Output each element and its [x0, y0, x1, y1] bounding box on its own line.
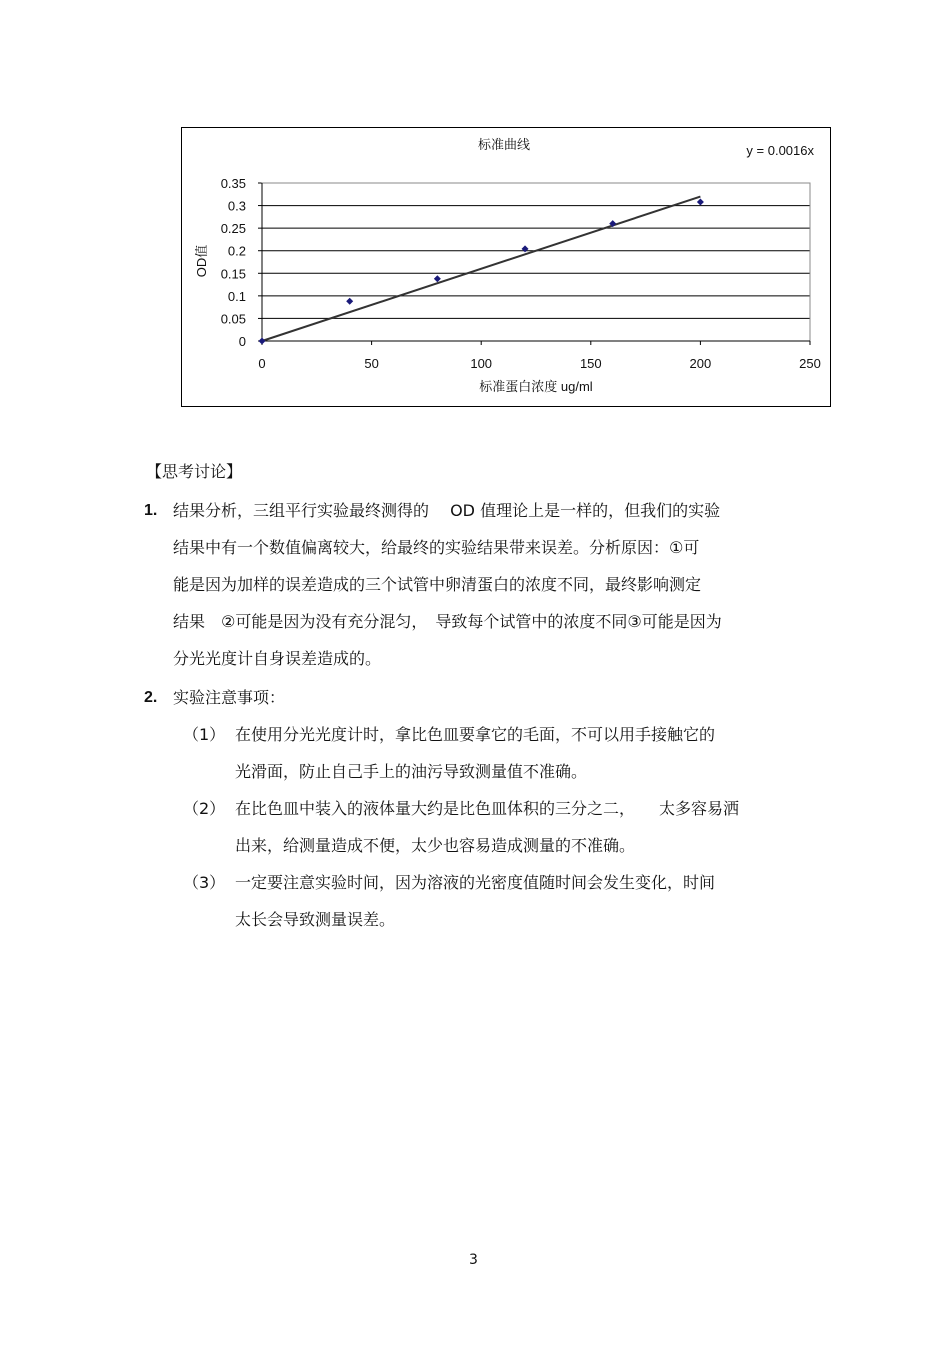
data-point	[697, 198, 704, 205]
subitem-2-label: （2）	[183, 799, 226, 818]
x-tick-label: 100	[470, 356, 493, 371]
item-1-line-4: 结果 ②可能是因为没有充分混匀， 导致每个试管中的浓度不同③可能是因为	[173, 612, 722, 631]
trendline-equation: y = 0.0016x	[746, 143, 814, 158]
chart-canvas	[182, 128, 832, 408]
x-tick-label: 200	[689, 356, 712, 371]
item-1-line-1: 结果分析，三组平行实验最终测得的 OD 值理论上是一样的，但我们的实验	[173, 501, 721, 520]
y-tick-label: 0	[238, 334, 246, 349]
y-tick-label: 0.3	[227, 198, 246, 214]
y-tick-label: 0.1	[227, 288, 246, 304]
data-point	[522, 245, 529, 252]
plot-area	[262, 183, 810, 341]
y-tick-label: 0.05	[220, 311, 246, 327]
subitem-1-line-1: 在使用分光光度计时，拿比色皿要拿它的毛面，不可以用手接触它的	[235, 725, 716, 744]
data-point	[346, 298, 353, 305]
x-tick-label: 150	[579, 356, 602, 371]
standard-curve-chart	[181, 127, 831, 407]
x-axis-label: 标准蛋白浓度 ug/ml	[479, 379, 593, 394]
item-2-number: 2.	[144, 689, 158, 706]
y-tick-label: 0.35	[220, 176, 246, 191]
x-tick-label: 0	[258, 356, 266, 371]
subitem-3-label: （3）	[183, 873, 226, 892]
subitem-3-line-1: 一定要注意实验时间，因为溶液的光密度值随时间会发生变化，时间	[235, 873, 716, 892]
item-1-line-3: 能是因为加样的误差造成的三个试管中卵清蛋白的浓度不同，最终影响测定	[173, 575, 702, 594]
chart-title: 标准曲线	[477, 137, 531, 152]
x-tick-label: 50	[364, 356, 379, 371]
y-tick-label: 0.2	[227, 243, 246, 259]
item-1-line-5: 分光光度计自身误差造成的。	[173, 649, 382, 668]
subitem-2-line-2: 出来，给测量造成不便，太少也容易造成测量的不准确。	[235, 836, 636, 855]
item-1-number: 1.	[144, 502, 158, 519]
trendline	[262, 197, 700, 341]
item-2-title: 实验注意事项：	[173, 688, 286, 707]
subitem-3-line-2: 太长会导致测量误差。	[235, 910, 396, 929]
data-point	[259, 338, 266, 345]
y-axis-label: OD值	[194, 244, 209, 278]
x-tick-label: 250	[799, 356, 821, 371]
discussion-heading: 【思考讨论】	[146, 462, 243, 481]
page-number: 3	[469, 1252, 478, 1268]
subitem-2-line-1: 在比色皿中装入的液体量大约是比色皿体积的三分之二， 太多容易洒	[235, 799, 740, 818]
y-tick-label: 0.15	[220, 266, 246, 282]
item-1-line-2: 结果中有一个数值偏离较大，给最终的实验结果带来误差。分析原因：①可	[173, 538, 700, 557]
data-point	[434, 275, 441, 282]
subitem-1-line-2: 光滑面，防止自己手上的油污导致测量值不准确。	[235, 762, 588, 781]
y-tick-label: 0.25	[220, 221, 246, 237]
subitem-1-label: （1）	[183, 725, 226, 744]
